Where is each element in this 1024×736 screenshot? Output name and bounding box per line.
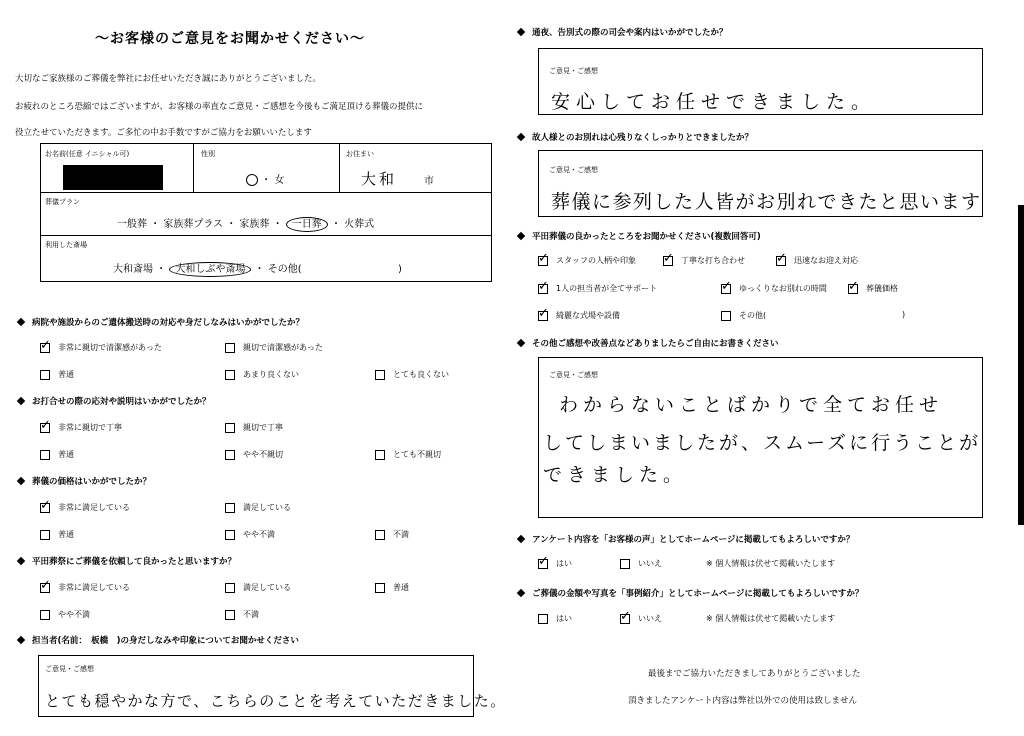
address-value: 大和 <box>361 170 398 188</box>
option-price-1[interactable]: ✓ 非常に満足している <box>40 502 130 513</box>
scan-edge <box>1018 205 1024 525</box>
option-transport-3[interactable]: 普通 <box>40 369 74 380</box>
option-recommend-2[interactable]: 満足している <box>225 582 291 593</box>
option-price-5[interactable]: 不満 <box>375 529 409 540</box>
diamond-bullet-icon <box>17 318 25 326</box>
checkbox-checked-icon[interactable] <box>848 284 858 294</box>
gender-mark-icon <box>246 174 258 186</box>
diamond-bullet-icon <box>517 339 525 347</box>
option-meeting-1[interactable]: ✓ 非常に親切で丁寧 <box>40 422 122 433</box>
option-good-6[interactable]: ✓ 葬儀価格 <box>848 283 898 294</box>
plan-family-plus: 家族葬プラス <box>163 219 224 230</box>
name-label: お名前(任意 イニシャル可) <box>45 150 130 158</box>
option-good-4[interactable]: ✓ 1人の担当者が全てサポート <box>538 283 657 294</box>
checkbox-icon[interactable] <box>40 530 50 540</box>
diamond-bullet-icon <box>17 477 25 485</box>
hall-shibuya-selected: 大和しぶや斎場 <box>169 262 251 277</box>
checkbox-icon[interactable] <box>375 583 385 593</box>
option-price-2[interactable]: 満足している <box>225 502 291 513</box>
option-transport-4[interactable]: あまり良くない <box>225 369 299 380</box>
redacted-name <box>63 165 163 190</box>
option-voice-no[interactable]: いいえ <box>620 558 662 569</box>
checkbox-icon[interactable] <box>225 423 235 433</box>
question-price: 葬儀の価格はいかがでしたか？ <box>18 475 151 487</box>
option-price-4[interactable]: やや不満 <box>225 529 275 540</box>
checkbox-checked-icon[interactable] <box>663 256 673 266</box>
option-meeting-4[interactable]: やや不親切 <box>225 449 283 460</box>
plan-one-day-selected: 一日葬 <box>286 217 328 232</box>
option-case-yes[interactable]: はい <box>538 613 572 624</box>
checkbox-checked-icon[interactable] <box>538 256 548 266</box>
other-answer-line-2: してしまいましたが、スムーズに行うことが <box>543 432 982 454</box>
checkbox-icon[interactable] <box>620 559 630 569</box>
option-recommend-4[interactable]: やや不満 <box>40 609 90 620</box>
option-meeting-3[interactable]: 普通 <box>40 449 74 460</box>
question-staff: 担当者(名前： 板橋 )の身だしなみや印象についてお聞かせください <box>18 634 299 646</box>
footer-thanks: 最後までご協力いただきましてありがとうございました <box>648 669 861 679</box>
footer-privacy: 頂きましたアンケート内容は弊社以外での使用は致しません <box>628 696 857 706</box>
plan-options: 一般葬 ・ 家族葬プラス ・ 家族葬 ・ 一日葬 ・ 火葬式 <box>117 219 375 230</box>
address-suffix: 市 <box>424 176 434 187</box>
gender-field: ・ 女 <box>246 171 284 186</box>
checkbox-icon[interactable] <box>225 370 235 380</box>
checkbox-icon[interactable] <box>225 583 235 593</box>
question-transport: 病院や施設からのご遺体搬送時の対応や身だしなみはいかがでしたか？ <box>18 316 304 328</box>
question-good-points: 平田葬儀の良かったところをお聞かせください(複数回答可) <box>518 230 761 242</box>
other-answer-line-1: わからないことばかりで全てお任せ <box>559 394 944 416</box>
staff-comment-box[interactable] <box>38 655 507 717</box>
checkbox-icon[interactable] <box>375 370 385 380</box>
checkbox-checked-icon[interactable] <box>40 583 50 593</box>
checkbox-icon[interactable] <box>225 530 235 540</box>
address-label: お住まい <box>346 150 374 158</box>
question-meeting: お打合せの際の応対や説明はいかがでしたか？ <box>18 395 211 407</box>
diamond-bullet-icon <box>517 232 525 240</box>
checkbox-icon[interactable] <box>40 370 50 380</box>
option-good-2[interactable]: ✓ 丁寧な打ち合わせ <box>663 255 745 266</box>
farewell-box-label: ご意見・ご感想 <box>549 166 598 174</box>
staff-answer: とても穏やかな方で、こちらのことを考えていただきました。 <box>45 692 507 710</box>
checkbox-checked-icon[interactable] <box>40 503 50 513</box>
option-good-8[interactable]: その他( <box>721 310 766 321</box>
option-good-7[interactable]: ✓ 綺麗な式場や設備 <box>538 310 620 321</box>
checkbox-checked-icon[interactable] <box>776 256 786 266</box>
ceremony-comment-box[interactable] <box>538 48 983 115</box>
checkbox-icon[interactable] <box>225 450 235 460</box>
question-other-comments: その他ご感想や改善点などありましたらご自由にお書きください <box>518 337 779 349</box>
hall-other-close: ) <box>398 264 402 275</box>
option-good-1[interactable]: ✓ スタッフの人柄や印象 <box>538 255 636 266</box>
option-good-3[interactable]: ✓ 迅速なお迎え対応 <box>776 255 858 266</box>
option-recommend-5[interactable]: 不満 <box>225 609 259 620</box>
checkbox-icon[interactable] <box>538 614 548 624</box>
checkbox-icon[interactable] <box>225 610 235 620</box>
checkbox-checked-icon[interactable] <box>40 343 50 353</box>
checkbox-checked-icon[interactable] <box>538 311 548 321</box>
option-transport-5[interactable]: とても良くない <box>375 369 449 380</box>
staff-box-label: ご意見・ご感想 <box>45 665 94 673</box>
hall-other: その他( <box>267 264 302 275</box>
question-ceremony: 通夜、告別式の際の司会や案内はいかがでしたか？ <box>518 26 728 38</box>
diamond-bullet-icon <box>517 535 525 543</box>
option-recommend-1[interactable]: ✓ 非常に満足している <box>40 582 130 593</box>
checkbox-checked-icon[interactable] <box>40 423 50 433</box>
privacy-note-case: ※ 個人情報は伏せて掲載いたします <box>706 614 836 623</box>
option-good-other-close: ) <box>902 310 906 319</box>
option-recommend-3[interactable]: 普通 <box>375 582 409 593</box>
other-box-label: ご意見・ご感想 <box>549 371 598 379</box>
option-voice-yes[interactable]: ✓ はい <box>538 558 572 569</box>
ceremony-answer: 安心してお任せできました。 <box>551 91 877 113</box>
option-transport-2[interactable]: 親切で清潔感があった <box>225 342 323 353</box>
option-case-no[interactable]: ✓ いいえ <box>620 613 662 624</box>
checkbox-checked-icon[interactable] <box>538 559 548 569</box>
info-table <box>40 143 492 282</box>
farewell-comment-box[interactable] <box>538 150 983 217</box>
hall-options: 大和斎場 ・ 大和しぶや斎場 ・ その他( ) <box>113 264 402 275</box>
option-meeting-2[interactable]: 親切で丁寧 <box>225 422 283 433</box>
gender-label: 性別 <box>201 150 215 158</box>
diamond-bullet-icon <box>17 397 25 405</box>
question-farewell: 故人様とのお別れは心残りなくしっかりとできましたか？ <box>518 131 753 143</box>
other-comment-box[interactable] <box>538 357 983 518</box>
intro-line-2: お疲れのところ恐縮ではございますが、お客様の率直なご意見・ご感想を今後もご満足頂ける葬儀の提供に <box>15 102 424 112</box>
checkbox-checked-icon[interactable] <box>620 614 630 624</box>
page-title: 〜お客様のご意見をお聞かせください〜 <box>95 31 365 47</box>
privacy-note-voice: ※ 個人情報は伏せて掲載いたします <box>706 559 836 568</box>
checkbox-icon[interactable] <box>40 450 50 460</box>
question-publish-case: ご葬儀の金額や写真を「事例紹介」としてホームページに掲載してもよろしいですか？ <box>518 587 863 599</box>
checkbox-icon[interactable] <box>40 610 50 620</box>
diamond-bullet-icon <box>517 133 525 141</box>
checkbox-icon[interactable] <box>375 530 385 540</box>
other-answer-line-3: できました。 <box>543 464 688 486</box>
plan-general: 一般葬 <box>117 219 147 230</box>
hall-label: 利用した斎場 <box>45 241 87 249</box>
option-price-3[interactable]: 普通 <box>40 529 74 540</box>
farewell-answer: 葬儀に参列した人皆がお別れできたと思います <box>551 191 982 213</box>
plan-family: 家族葬 <box>239 219 270 230</box>
question-recommend: 平田葬祭にご葬儀を依頼して良かったと思いますか？ <box>18 555 236 567</box>
checkbox-icon[interactable] <box>225 343 235 353</box>
gender-female: 女 <box>274 175 285 186</box>
diamond-bullet-icon <box>17 636 25 644</box>
diamond-bullet-icon <box>517 28 525 36</box>
option-meeting-5[interactable]: とても不親切 <box>375 449 441 460</box>
ceremony-box-label: ご意見・ご感想 <box>549 67 598 75</box>
plan-label: 葬儀プラン <box>45 198 80 206</box>
checkbox-checked-icon[interactable] <box>721 284 731 294</box>
checkbox-icon[interactable] <box>375 450 385 460</box>
question-publish-voice: アンケート内容を「お客様の声」としてホームページに掲載してもよろしいですか？ <box>518 533 854 545</box>
checkbox-icon[interactable] <box>225 503 235 513</box>
hall-yamato: 大和斎場 <box>113 264 153 275</box>
intro-line-3: 役立たせていただきます。ご多忙の中お手数ですがご協力をお願いいたします <box>15 128 312 138</box>
intro-line-1: 大切なご家族様のご葬儀を弊社にお任せいただき誠にありがとうございました。 <box>15 74 322 84</box>
diamond-bullet-icon <box>17 557 25 565</box>
diamond-bullet-icon <box>517 589 525 597</box>
checkbox-icon[interactable] <box>721 311 731 321</box>
plan-cremation: 火葬式 <box>344 219 375 230</box>
option-transport-1[interactable]: ✓ 非常に親切で清潔感があった <box>40 342 162 353</box>
checkbox-checked-icon[interactable] <box>538 284 548 294</box>
option-good-5[interactable]: ✓ ゆっくりなお別れの時間 <box>721 283 827 294</box>
